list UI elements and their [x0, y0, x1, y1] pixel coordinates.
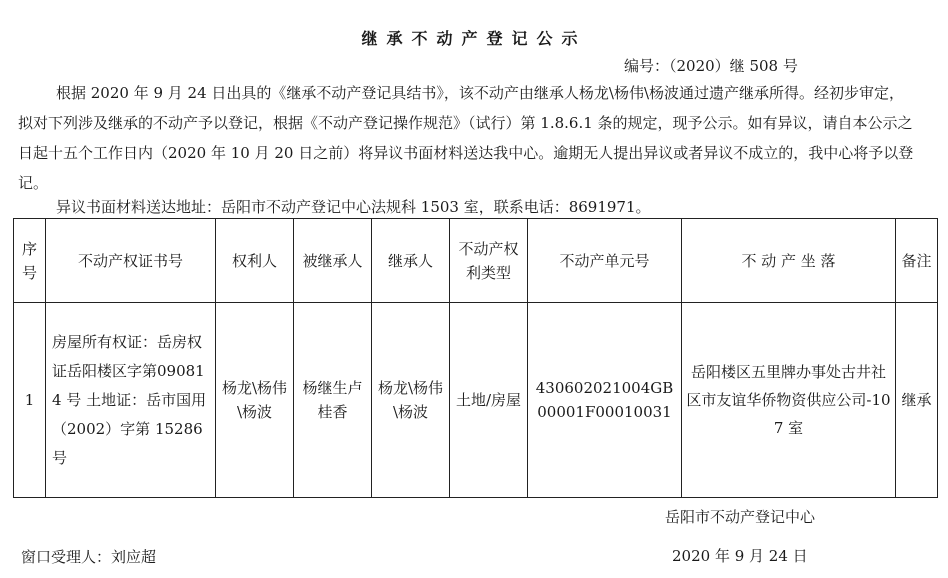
header-remark: 备注: [896, 219, 938, 303]
header-location: 不 动 产 坐 落: [682, 219, 896, 303]
row-unit-no: 430602021004GB00001F00010031: [528, 303, 682, 498]
objection-address: 异议书面材料送达地址：岳阳市不动产登记中心法规科 1503 室，联系电话：8691971。: [56, 198, 651, 216]
property-table: [13, 218, 938, 498]
row-location: 岳阳楼区五里牌办事处古井社区市友谊华侨物资供应公司-107 室: [682, 303, 896, 498]
table-header-row: [14, 219, 938, 303]
document-number: 编号：（2020）继 508 号: [624, 57, 798, 75]
row-right-type: 土地/房屋: [450, 303, 528, 498]
header-cert: 不动产权证书号: [46, 219, 216, 303]
header-deceased: 被继承人: [294, 219, 372, 303]
notice-title: 继承不动产登记公示: [361, 29, 587, 48]
issuer-signature: 岳阳市不动产登记中心: [665, 508, 816, 526]
header-owner: 权利人: [216, 219, 294, 303]
row-remark: 继承: [896, 303, 938, 498]
row-deceased: 杨继生卢桂香: [294, 303, 372, 498]
row-heirs: 杨龙\杨伟\杨波: [372, 303, 450, 498]
header-no: 序号: [14, 219, 46, 303]
header-unit-no: 不动产单元号: [528, 219, 682, 303]
header-right-type: 不动产权利类型: [450, 219, 528, 303]
row-cert: 房屋所有权证：岳房权证岳阳楼区字第090814 号 土地证：岳市国用（2002）字第 15286 号: [46, 303, 216, 498]
row-no: 1: [14, 303, 46, 498]
issue-date: 2020 年 9 月 24 日: [672, 547, 808, 565]
table-row: [14, 303, 938, 498]
header-heirs: 继承人: [372, 219, 450, 303]
notice-paragraph: 根据 2020 年 9 月 24 日出具的《继承不动产登记具结书》，该不动产由继承人杨龙\杨伟\杨波通过遗产继承所得。经初步审定， 拟对下列涉及继承的不动产予以登记，根据《不动产登记操作规范》（试行）第 1.8.6.1 条的规定，现予公示。如有异议，请自本公示之日起十五个工作日内（2020 年 10 月 20 日之前）将异议书面材料送达我中心。逾期无人提出异议或者异议不成立的，我中心将予以登记。: [18, 84, 914, 192]
row-owners: 杨龙\杨伟\杨波: [216, 303, 294, 498]
window-clerk: 窗口受理人：刘应超: [21, 548, 157, 566]
